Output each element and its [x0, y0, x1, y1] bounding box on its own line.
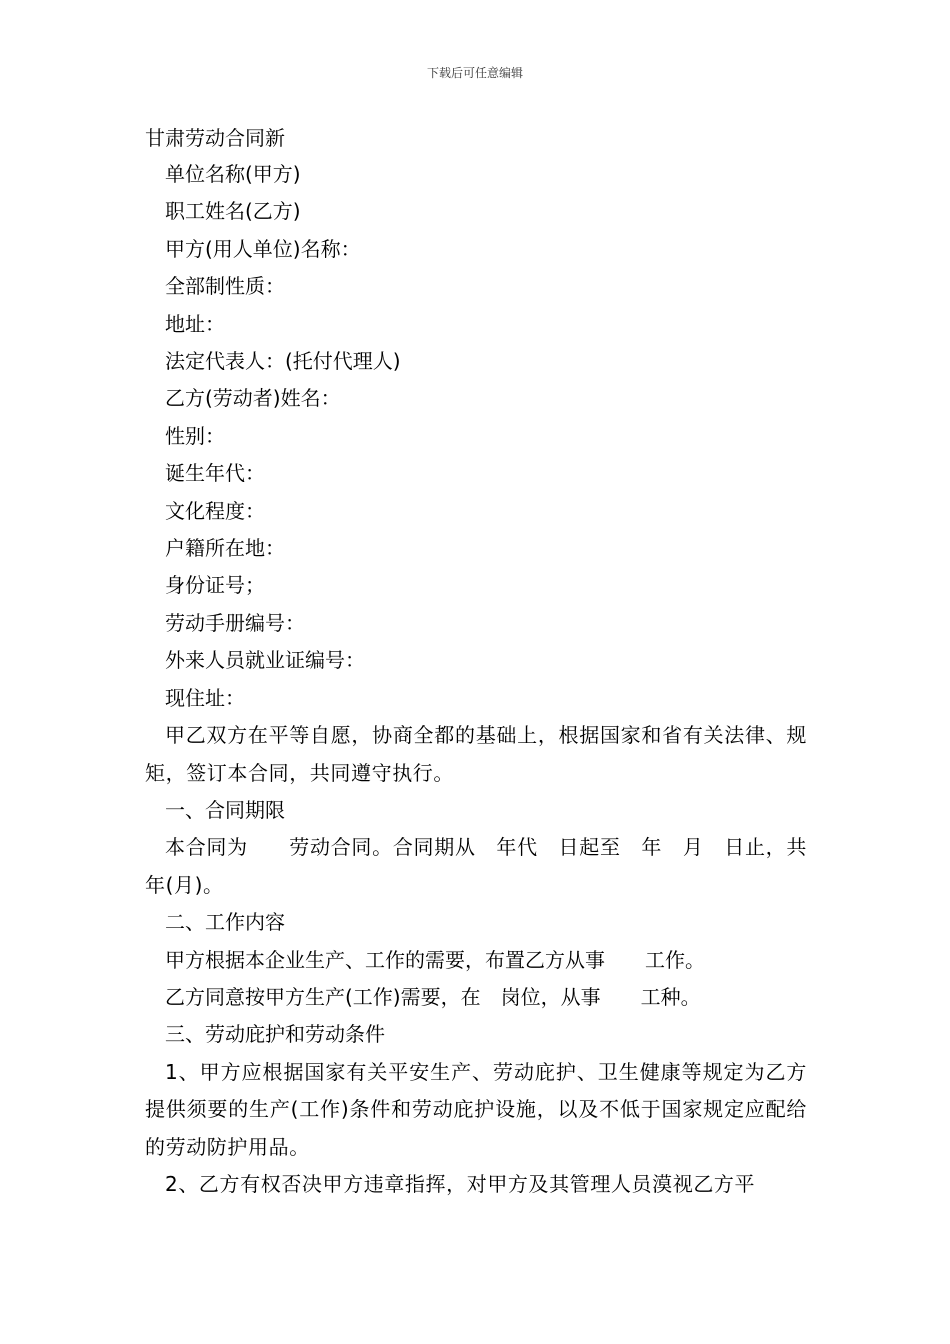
document-title: 甘肃劳动合同新 — [145, 126, 285, 150]
field-line: 职工姓名(乙方) — [165, 199, 301, 224]
field-line: 户籍所在地： — [165, 536, 285, 561]
field-line: 身份证号； — [165, 573, 265, 598]
field-line: 诞生年代： — [165, 461, 265, 486]
field-line: 外来人员就业证编号： — [165, 648, 365, 673]
field-line: 现住址： — [165, 685, 245, 710]
field-line: 性别： — [165, 423, 225, 448]
section-heading: 二、工作内容 — [165, 910, 285, 935]
section-heading: 一、合同期限 — [165, 797, 285, 822]
section-heading: 三、劳动庇护和劳动条件 — [165, 1022, 385, 1047]
field-line: 全部制性质： — [165, 274, 285, 299]
field-line: 乙方(劳动者)姓名： — [165, 386, 341, 411]
field-line: 地址： — [165, 311, 225, 336]
section-paragraph: 2、乙方有权否决甲方违章指挥，对甲方及其管理人员漠视乙方平 — [165, 1171, 756, 1196]
section-paragraph: 本合同为 劳动合同。合同期从 年代 日起至 年 月 日止，共年(月)。 — [145, 835, 807, 897]
intro-paragraph: 甲乙双方在平等自愿，协商全都的基础上，根据国家和省有关法律、规矩，签订本合同，共同遵守执行。 — [145, 723, 807, 785]
field-line: 法定代表人：(托付代理人) — [165, 349, 401, 374]
document-body — [145, 120, 807, 1203]
field-list — [145, 156, 807, 717]
field-line: 甲方(用人单位)名称： — [165, 236, 361, 261]
header-note: 下载后可任意编辑 — [426, 66, 523, 80]
section-line: 乙方同意按甲方生产(工作)需要，在 岗位，从事 工种。 — [165, 984, 701, 1009]
field-line: 劳动手册编号： — [165, 610, 305, 635]
field-line: 文化程度： — [165, 498, 265, 523]
section-line: 甲方根据本企业生产、工作的需要，布置乙方从事 工作。 — [165, 947, 705, 972]
section-paragraph: 1、甲方应根据国家有关平安生产、劳动庇护、卫生健康等规定为乙方提供须要的生产(工作)条件和劳动庇护设施，以及不低于国家规定应配给的劳动防护用品。 — [145, 1059, 807, 1159]
field-line: 单位名称(甲方) — [165, 162, 301, 186]
